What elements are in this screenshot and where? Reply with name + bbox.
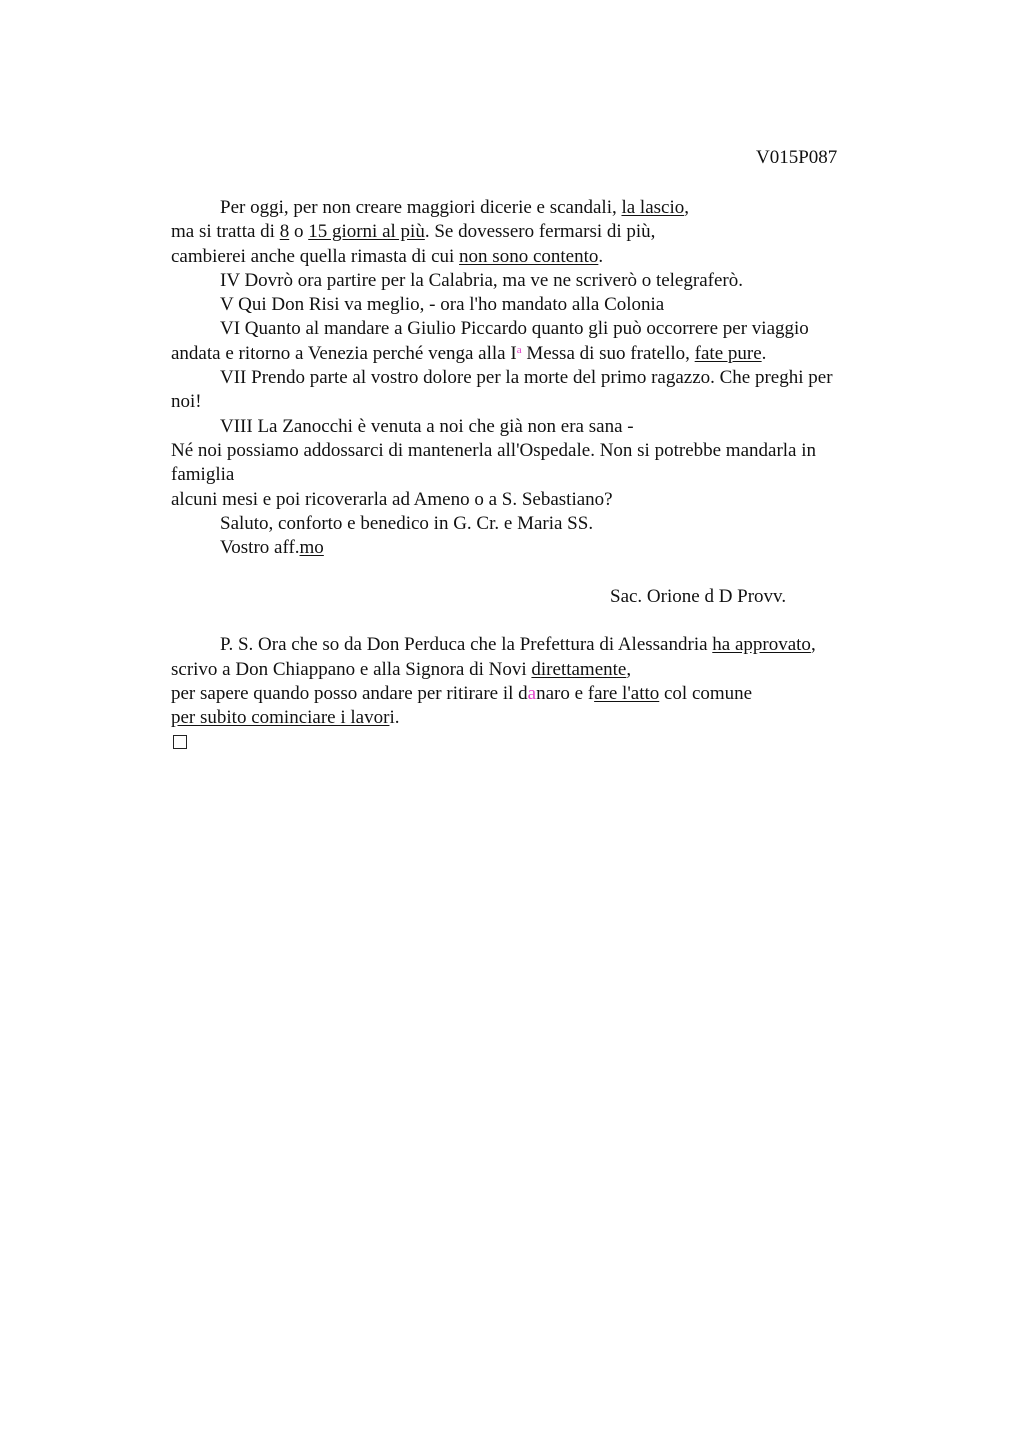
text-span: Vostro aff. xyxy=(220,537,300,559)
text-span: . xyxy=(761,342,767,364)
text-span: o xyxy=(289,221,309,243)
underlined-text: are l'atto xyxy=(594,682,660,704)
paragraph-line: IV Dovrò ora partire per la Calabria, ma ve ne scriverò o telegraferò. xyxy=(220,269,743,291)
paragraph-line: famiglia xyxy=(171,464,235,486)
superscript-insertion: a xyxy=(516,343,522,356)
underlined-text: ha approvato xyxy=(712,634,811,656)
blank-line xyxy=(171,560,901,584)
text-span: , xyxy=(684,197,689,218)
text-span: col comune xyxy=(659,682,753,704)
document-reference: V015P087 xyxy=(756,147,838,168)
text-span: andata e ritorno a Venezia perché venga alla I xyxy=(171,342,517,364)
postscript-line xyxy=(171,633,901,657)
text-span: naro e f xyxy=(536,682,595,704)
letter-body xyxy=(171,196,901,755)
underlined-text: non sono contento xyxy=(459,245,599,267)
paragraph-line xyxy=(171,220,901,244)
end-mark-line xyxy=(171,731,901,755)
text-span: cambierei anche quella rimasta di cui xyxy=(171,245,460,267)
text-span: ma si tratta di xyxy=(171,221,280,243)
underlined-text: direttamente xyxy=(531,658,627,680)
text-span: Per oggi, per non creare maggiori dicerie e scandali, xyxy=(220,197,622,218)
underlined-text: 15 giorni al più xyxy=(308,221,425,243)
underlined-text: per subito cominciare i lavor xyxy=(171,707,390,729)
text-span: per sapere quando posso andare per ritirare il d xyxy=(171,682,528,704)
postscript-line xyxy=(171,706,901,730)
blank-line xyxy=(171,609,901,633)
underlined-text: la lascio xyxy=(621,197,685,218)
paragraph-line: VI Quanto al mandare a Giulio Piccardo quanto gli può occorrere per viaggio xyxy=(220,318,809,340)
paragraph-line: Saluto, conforto e benedico in G. Cr. e Maria SS. xyxy=(220,512,594,534)
text-span: . xyxy=(598,245,604,267)
text-span: scrivo a Don Chiappano e alla Signora di Novi xyxy=(171,658,532,680)
text-span: Messa di suo fratello, xyxy=(521,342,695,364)
underlined-text: 8 xyxy=(279,221,290,243)
paragraph-line xyxy=(171,196,901,220)
postscript-line xyxy=(171,658,901,682)
inserted-letter: a xyxy=(527,682,537,704)
text-span: . Se dovessero fermarsi di più, xyxy=(424,221,656,243)
closing-line xyxy=(171,536,901,560)
empty-square-icon xyxy=(173,735,187,749)
underlined-text: mo xyxy=(299,537,324,559)
underlined-text: fate pure xyxy=(694,342,762,364)
text-span: P. S. Ora che so da Don Perduca che la Prefettura di Alessandria xyxy=(220,634,713,656)
paragraph-line: noi! xyxy=(171,391,202,413)
text-span: , xyxy=(810,634,816,656)
text-span: i. xyxy=(389,707,400,729)
paragraph-line: VIII La Zanocchi è venuta a noi che già non era sana - xyxy=(220,415,634,437)
paragraph-line: VII Prendo parte al vostro dolore per la morte del primo ragazzo. Che preghi per xyxy=(220,367,833,389)
paragraph-line xyxy=(171,342,901,366)
postscript-line xyxy=(171,682,901,706)
paragraph-line xyxy=(171,245,901,269)
paragraph-line: Né noi possiamo addossarci di mantenerla all'Ospedale. Non si potrebbe mandarla in xyxy=(171,439,817,461)
text-span: , xyxy=(626,658,632,680)
signature-line: Sac. Orione d D Provv. xyxy=(610,585,787,607)
paragraph-line: V Qui Don Risi va meglio, - ora l'ho mandato alla Colonia xyxy=(220,294,665,316)
paragraph-line: alcuni mesi e poi ricoverarla ad Ameno o a S. Sebastiano? xyxy=(171,488,613,510)
